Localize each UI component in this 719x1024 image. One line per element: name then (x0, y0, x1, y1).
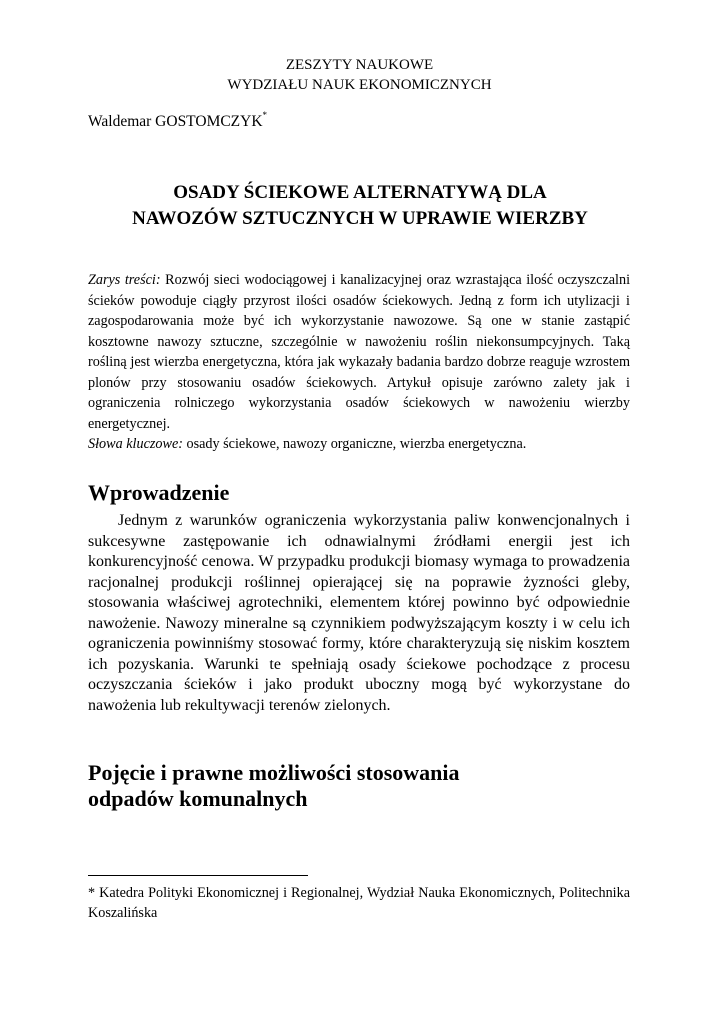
abstract-text: Rozwój sieci wodociągowej i kanalizacyjnej oraz wzrastająca ilość oczyszczalni ścieków powoduje ciągły przyrost ilości osadów ściekowych. Jedną z form ich utylizacji i zagospodarowania może być ich wykorzystanie nawozowe. Są one w stanie zastąpić kosztowne nawozy sztuczne, szczególnie w nawożeniu roślin niekonsumpcyjnych. Taką rośliną jest wierzba energetyczna, która jak wykazały badania bardzo dobrze reaguje wzrostem plonów przy stosowaniu osadów ściekowych. Artykuł opisuje zarówno zalety jak i ograniczenia rolniczego wykorzystania osadów ściekowych w nawożeniu wierzby energetycznej. (88, 272, 631, 432)
author-name: Waldemar GOSTOMCZYK (88, 113, 263, 130)
title-line2: NAWOZÓW SZTUCZNYCH W UPRAWIE WIERZBY (132, 208, 588, 229)
author-line (88, 110, 267, 131)
section-heading-legal (88, 760, 648, 812)
footnote-separator (88, 875, 308, 876)
keywords-text: osady ściekowe, nawozy organiczne, wierzba energetyczna. (186, 436, 527, 452)
section2-heading-line1: Pojęcie i prawne możliwości stosowania (88, 760, 460, 785)
keywords-line (88, 434, 630, 455)
abstract-label: Zarys treści: (88, 272, 161, 288)
journal-name-line1: ZESZYTY NAUKOWE (285, 57, 434, 73)
section2-heading-line2: odpadów komunalnych (88, 786, 308, 811)
keywords-label: Słowa kluczowe: (88, 436, 183, 452)
title-line1: OSADY ŚCIEKOWE ALTERNATYWĄ DLA (173, 182, 547, 203)
introduction-paragraph: Jednym z warunków ograniczenia wykorzystania paliw konwencjonalnych i sukcesywne zastępowanie ich odnawialnymi źródłami energii jest ich konkurencyjność cenowa. W przypadku produkcji biomasy wymaga to prowadzenia racjonalnej produkcji roślinnej opierającej się na poprawie żyzności gleby, stosowania właściwej agrotechniki, elementem której powinno być odpowiednie nawożenie. Nawozy mineralne są czynnikiem podwyższającym koszty i w celu ich ograniczenia powinniśmy stosować formy, które charakteryzują się niskim kosztem ich pozyskania. Warunki te spełniają osady ściekowe pochodzące z procesu oczyszczania ścieków i jako produkt uboczny mogą być wykorzystane do nawożenia lub rekultywacji terenów zielonych. (88, 512, 630, 714)
footnote: * Katedra Polityki Ekonomicznej i Regionalnej, Wydział Nauka Ekonomicznych, Politechnika Koszalińska (88, 885, 630, 921)
author-footnote-mark: * (262, 110, 268, 120)
paper-title (60, 180, 660, 232)
abstract (88, 270, 630, 455)
journal-header (0, 55, 719, 95)
journal-name-line2: WYDZIAŁU NAUK EKONOMICZNYCH (227, 77, 492, 93)
section-heading-introduction: Wprowadzenie (88, 480, 230, 505)
